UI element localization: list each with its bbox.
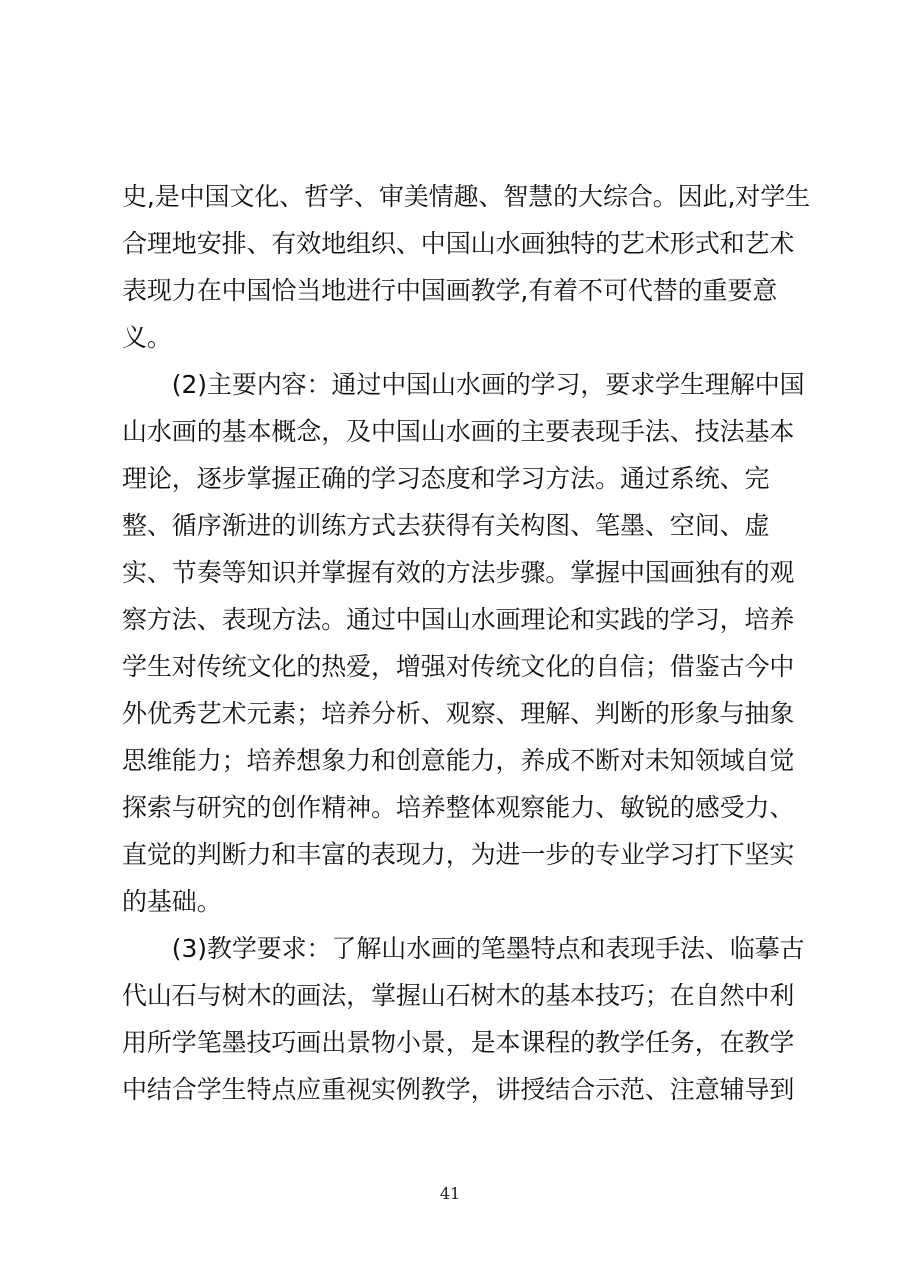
- text-line: 直觉的判断力和丰富的表现力，为进一步的专业学习打下坚实: [122, 840, 795, 869]
- text-line: 山水画的基本概念，及中国山水画的主要表现手法、技法基本: [122, 417, 795, 446]
- text-line: 中结合学生特点应重视实例教学，讲授结合示范、注意辅导到: [122, 1075, 795, 1104]
- page-number: 41: [439, 1184, 461, 1203]
- text-line: 表现力在中国恰当地进行中国画教学,有着不可代替的重要意: [122, 276, 778, 305]
- text-line: 学生对传统文化的热爱，增强对传统文化的自信；借鉴古今中: [122, 652, 795, 681]
- text-line: 理论，逐步掌握正确的学习态度和学习方法。通过系统、完: [122, 464, 770, 493]
- text-line: 实、节奏等知识并掌握有效的方法步骤。掌握中国画独有的观: [122, 558, 795, 587]
- text-line: 用所学笔墨技巧画出景物小景，是本课程的教学任务，在教学: [122, 1028, 795, 1057]
- text-line: 探索与研究的创作精神。培养整体观察能力、敏锐的感受力、: [122, 793, 795, 822]
- text-line: 合理地安排、有效地组织、中国山水画独特的艺术形式和艺术: [122, 229, 795, 258]
- text-line: 史,是中国文化、哲学、审美情趣、智慧的大综合。因此,对学生: [122, 182, 810, 211]
- text-line: 的基础。: [122, 887, 222, 916]
- text-line: 整、循序渐进的训练方式去获得有关构图、笔墨、空间、虚: [122, 511, 770, 540]
- text-line: (3)教学要求：了解山水画的笔墨特点和表现手法、临摹古: [122, 934, 805, 963]
- text-line: 察方法、表现方法。通过中国山水画理论和实践的学习，培养: [122, 605, 795, 634]
- text-line: 思维能力；培养想象力和创意能力，养成不断对未知领域自觉: [122, 746, 795, 775]
- body-text: [122, 173, 810, 1113]
- text-line: 外优秀艺术元素；培养分析、观察、理解、判断的形象与抽象: [122, 699, 795, 728]
- text-line: 义。: [122, 323, 172, 352]
- text-line: 代山石与树木的画法，掌握山石树木的基本技巧；在自然中利: [122, 981, 795, 1010]
- text-line: (2)主要内容：通过中国山水画的学习，要求学生理解中国: [122, 370, 805, 399]
